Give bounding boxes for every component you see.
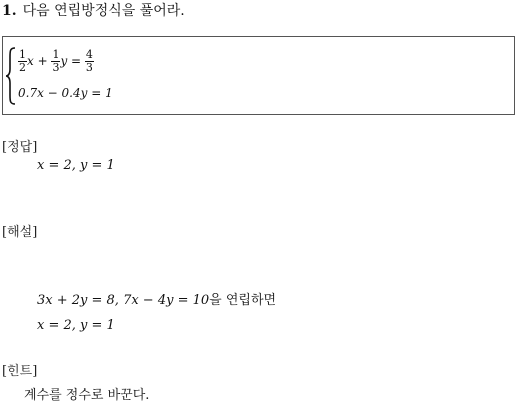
equation-2: 0.7x − 0.4y = 1 <box>18 86 113 100</box>
answer-label: [정답] <box>2 140 38 155</box>
eq1-y-term: y = <box>60 54 85 68</box>
explanation-line-1 <box>37 289 276 308</box>
explanation-label: [해설] <box>2 225 38 240</box>
fraction-four-thirds: $\frac{4}{3}$ <box>85 48 93 74</box>
equation-1 <box>18 49 94 74</box>
eq1-x-term: x + <box>27 54 52 68</box>
left-brace-icon <box>5 47 17 105</box>
problem-text: 다음 연립방정식을 풀어라. <box>22 3 185 19</box>
equation-box <box>2 36 515 115</box>
problem-title <box>2 0 185 20</box>
problem-number: 1. <box>2 3 17 19</box>
hint-text: 계수를 정수로 바꾼다. <box>24 388 150 403</box>
answer-value: x = 2, y = 1 <box>37 158 115 173</box>
fraction-one-half: $\frac{1}{2}$ <box>19 48 26 74</box>
explanation-text: 을 연립하면 <box>209 293 277 308</box>
explanation-math: 3x + 2y = 8, 7x − 4y = 10 <box>37 293 210 308</box>
explanation-line-2: x = 2, y = 1 <box>37 318 115 333</box>
fraction-one-third: $\frac{1}{3}$ <box>52 48 60 74</box>
hint-label: [힌트] <box>2 364 38 379</box>
